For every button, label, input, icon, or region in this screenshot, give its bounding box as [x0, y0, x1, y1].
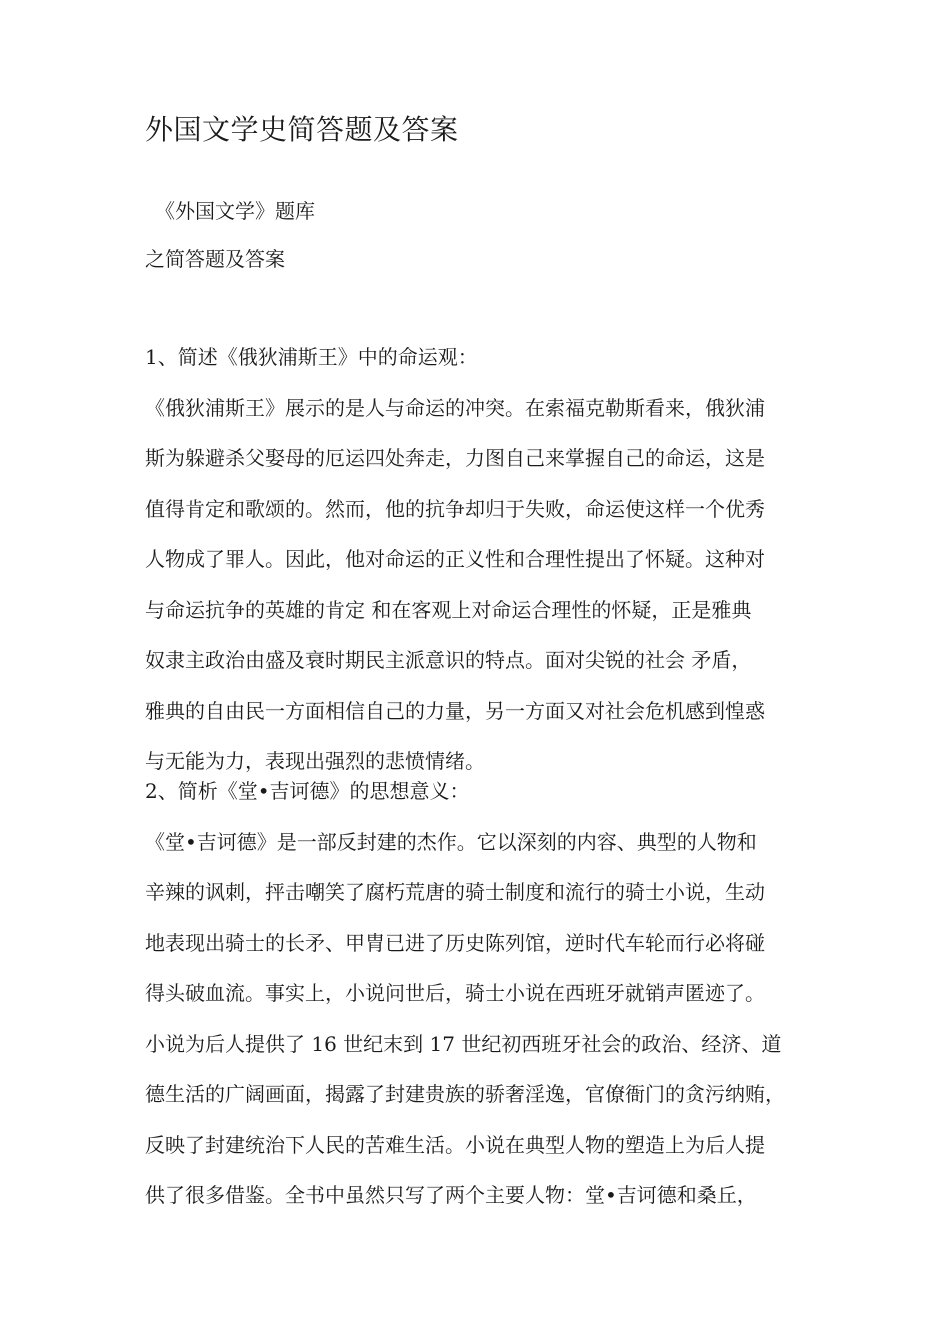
answer-2-line: 《堂•吉诃德》是一部反封建的杰作。它以深刻的内容、典型的人物和: [145, 829, 757, 854]
answer-1-line: 与无能为力，表现出强烈的悲愤情绪。: [145, 749, 485, 773]
answer-2-line: 小说为后人提供了 16 世纪末到 17 世纪初西班牙社会的政治、经济、道: [145, 1031, 782, 1056]
document-title: 外国文学史简答题及答案: [145, 113, 459, 146]
answer-2-line: 反映了封建统治下人民的苦难生活。小说在典型人物的塑造上为后人提: [145, 1132, 765, 1157]
answer-1-line: 斯为躲避杀父娶母的厄运四处奔走，力图自己来掌握自己的命运，这是: [145, 446, 765, 470]
answer-1-line: 奴隶主政治由盛及衰时期民主派意识的特点。面对尖锐的社会 矛盾，: [145, 648, 752, 672]
document-subtitle-line1: 《外国文学》题库: [155, 199, 315, 223]
question-2-block: [145, 766, 813, 1221]
answer-2-line: 辛辣的讽刺，抨击嘲笑了腐朽荒唐的骑士制度和流行的骑士小说，生动: [145, 880, 765, 904]
answer-2-line: 得头破血流。事实上，小说问世后，骑士小说在西班牙就销声匿迹了。: [145, 981, 765, 1005]
question-1-block: [145, 332, 813, 787]
answer-2-line: 供了很多借鉴。全书中虽然只写了两个主要人物：堂•吉诃德和桑丘，: [145, 1183, 757, 1207]
document-subtitle-line2: 之简答题及答案: [145, 247, 285, 271]
question-2-heading: 2、简析《堂•吉诃德》的思想意义：: [145, 779, 470, 803]
answer-1-line: 值得肯定和歌颂的。然而，他的抗争却归于失败，命运使这样一个优秀: [145, 496, 765, 521]
answer-1-line: 《俄狄浦斯王》展示的是人与命运的冲突。在索福克勒斯看来，俄狄浦: [145, 395, 765, 420]
answer-2-line: 德生活的广阔画面，揭露了封建贵族的骄奢淫逸，官僚衙门的贪污纳贿，: [145, 1082, 785, 1106]
answer-2-line: 地表现出骑士的长矛、甲胄已进了历史陈列馆，逆时代车轮而行必将碰: [145, 930, 765, 955]
answer-1-line: 人物成了罪人。因此，他对命运的正义性和合理性提出了怀疑。这种对: [145, 547, 765, 571]
answer-1-line: 雅典的自由民一方面相信自己的力量，另一方面又对社会危机感到惶惑: [145, 698, 765, 723]
answer-1-line: 与命运抗争的英雄的肯定 和在客观上对命运合理性的怀疑，正是雅典: [145, 597, 752, 622]
question-1-heading: 1、简述《俄狄浦斯王》中的命运观：: [145, 345, 478, 369]
